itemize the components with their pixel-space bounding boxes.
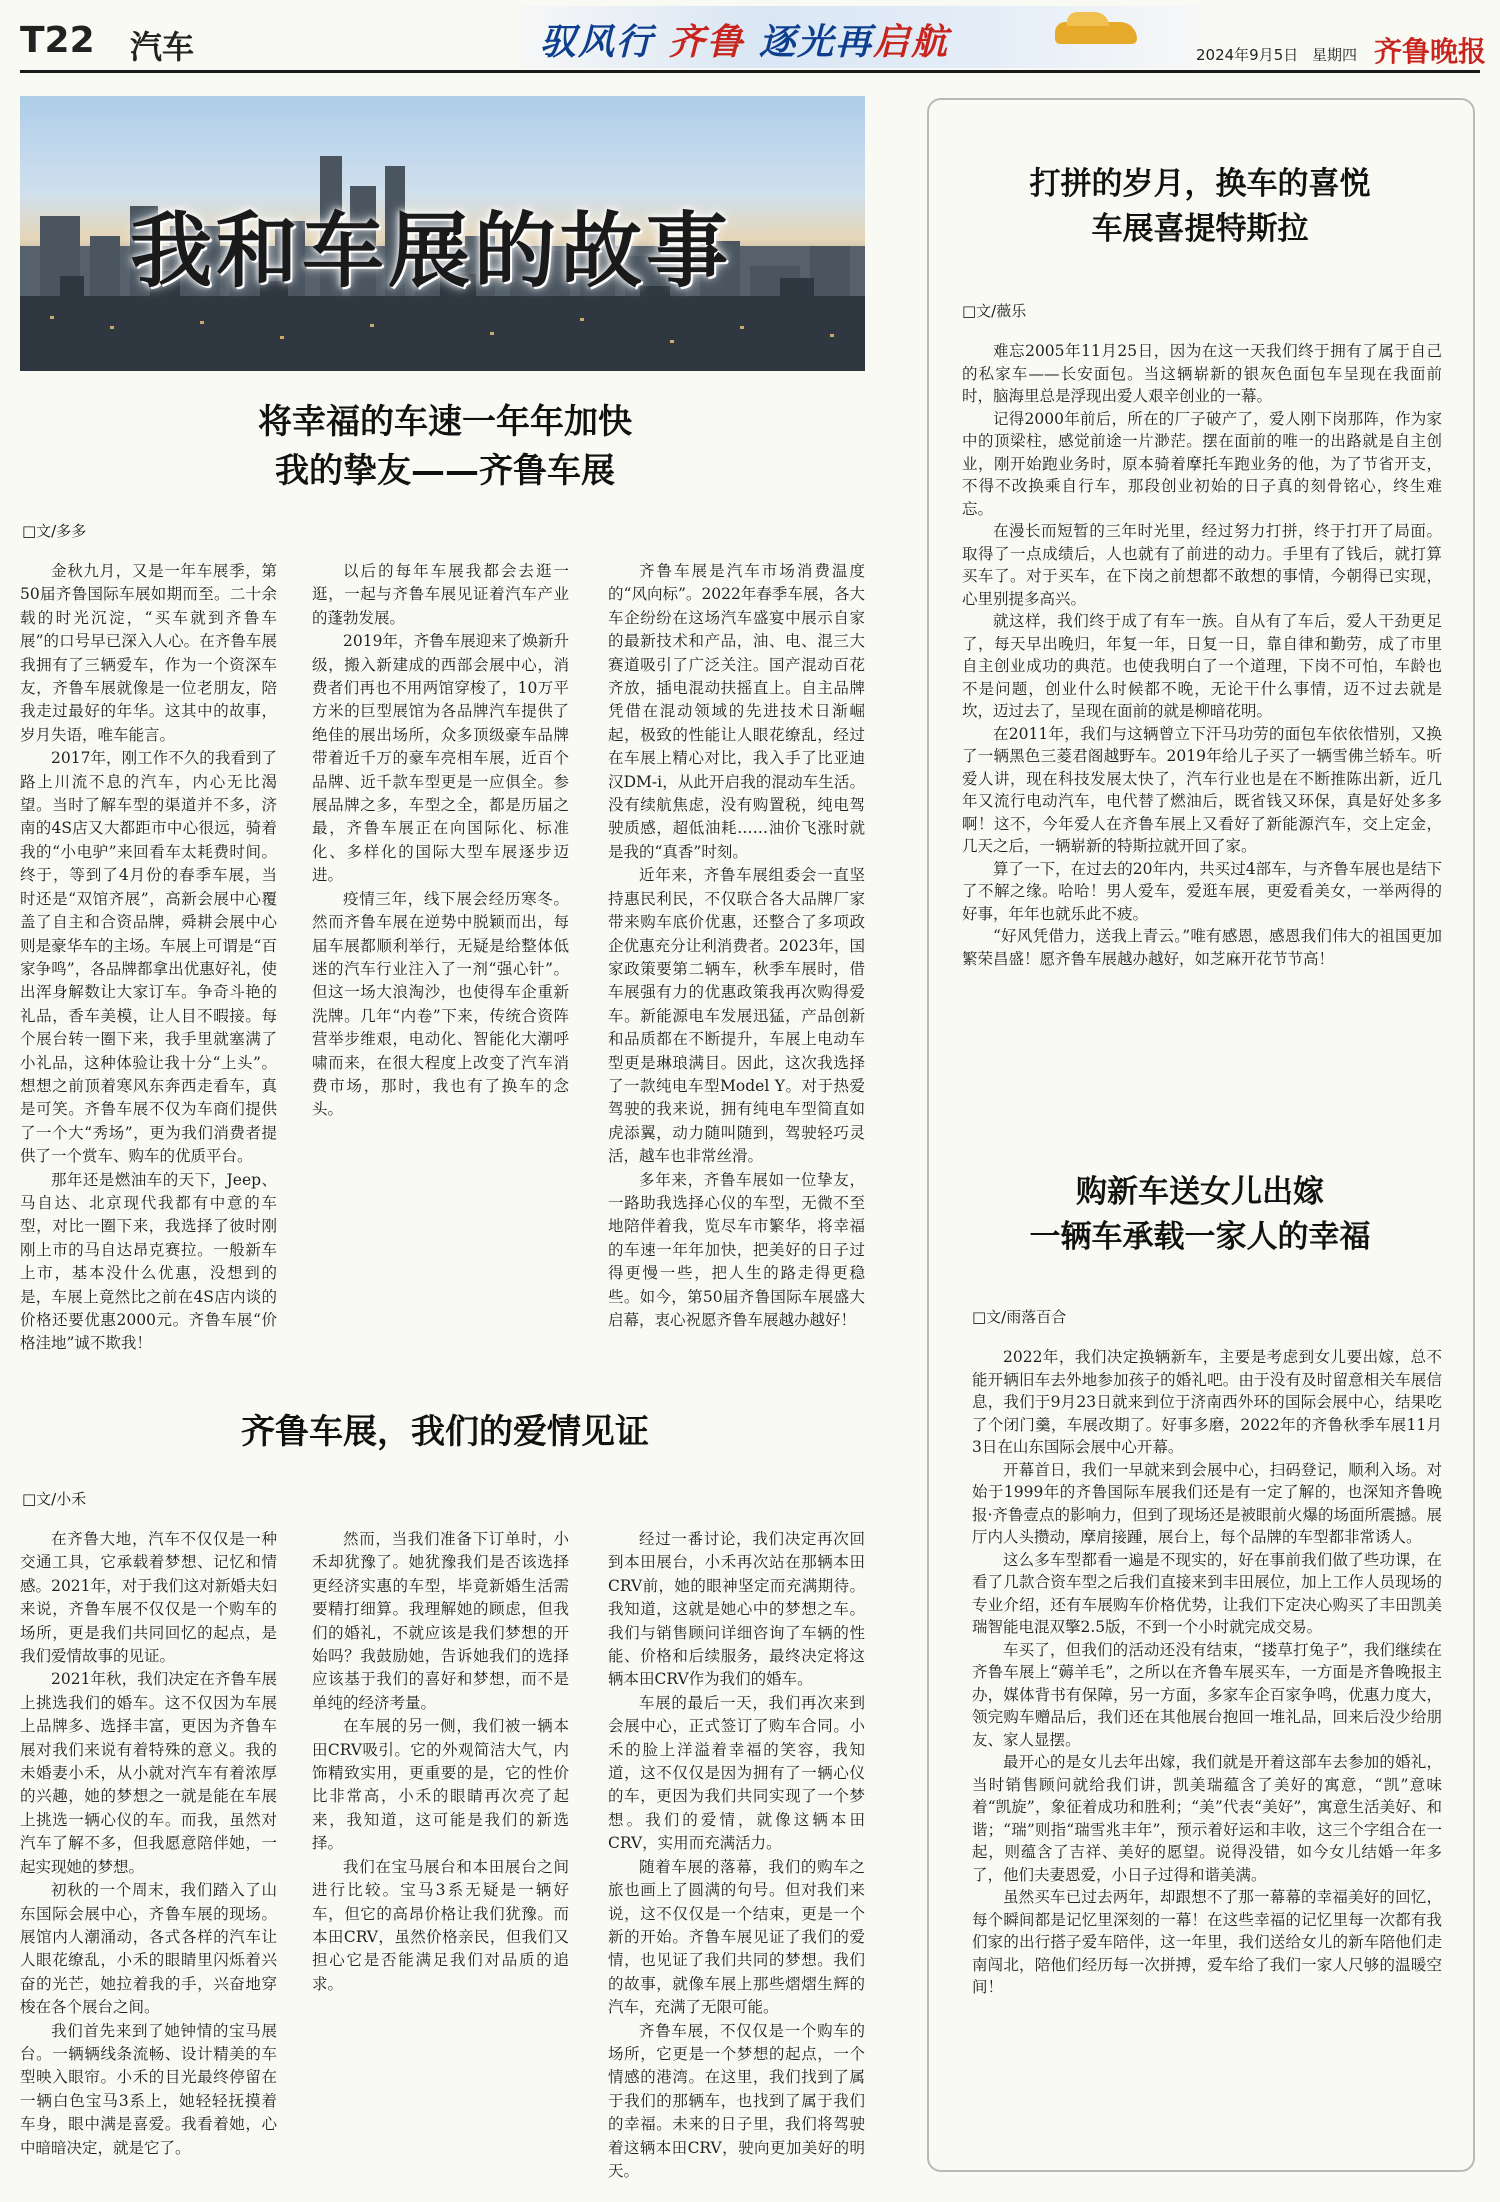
article-1-paragraph-4: 以后的每年车展我都会去逛一逛，一起与齐鲁车展见证着汽车产业的蓬勃发展。 [312,562,569,627]
article-3-paragraph-3: 在漫长而短暂的三年时光里，经过努力打拼，终于打开了局面。取得了一点成绩后，人也就有了前进的动力。手里有了钱后，就打算买车了。对于买车，在下岗之前想都不敢想的事情，今朝得已实现，心里别提多高兴。 [962,522,1442,608]
article-2-paragraph-10: 随着车展的落幕，我们的购车之旅也画上了圆满的句号。但对我们来说，这不仅仅是一个结束，更是一个新的开始。齐鲁车展见证了我们的爱情，也见证了我们共同的梦想。我们的故事，就像车展上那些熠熠生辉的汽车，充满了无限可能。 [608,1857,865,2017]
article-1-headline-line-1: 将幸福的车速一年年加快 [258,402,632,442]
car-icon [1055,22,1137,44]
article-1-paragraph-6: 疫情三年，线下展会经历寒冬。然而齐鲁车展在逆势中脱颖而出，每届车展都顺利举行，无疑是给整体低迷的汽车行业注入了一剂“强心针”。但这一场大浪淘沙，也使得车企重新洗牌。几年“内卷”下来，传统合资阵营举步维艰，电动化、智能化大潮呼啸而来，在很大程度上改变了汽车消费市场，那时，我也有了换车的念头。 [312,889,569,1119]
article-1-paragraph-2: 2017年，刚工作不久的我看到了路上川流不息的汽车，内心无比渴望。当时了解车型的渠道并不多，济南的4S店又大都距市中心很远，骑着我的“小电驴”来回看车太耗费时间。终于，等到了4月份的春季车展，当时还是“双馆齐展”，高新会展中心覆盖了自主和合资品牌，舜耕会展中心则是豪华车的主场。车展上可谓是“百家争鸣”，各品牌都拿出优惠好礼，使出浑身解数让大家订车。争奇斗艳的礼品，香车美模，让人目不暇接。每个展台转一圈下来，我手里就塞满了小礼品，这种体验让我十分“上头”。想想之前顶着寒风东奔西走看车，真是可笑。齐鲁车展不仅为车商们提供了一个大“秀场”，更为我们消费者提供了一个赏车、购车的优质平台。 [20,749,277,1166]
article-3-paragraph-4: 就这样，我们终于成了有车一族。自从有了车后，爱人干劲更足了，每天早出晚归，年复一年，日复一日，靠自律和勤劳，成了市里自主创业成功的典范。也使我明白了一个道理，下岗不可怕，车龄也不是问题，创业什么时候都不晚，无论干什么事情，迈不过去就是坎，迈过去了，呈现在面前的就是柳暗花明。 [962,612,1442,720]
article-1-column-3 [608,560,865,1378]
article-3-headline-line-2: 车展喜提特斯拉 [1091,210,1309,247]
article-4-headline-line-2: 一辆车承载一家人的幸福 [1029,1218,1371,1255]
article-4-headline-line-1: 购新车送女儿出嫁 [1076,1174,1324,1210]
article-2-paragraph-11: 齐鲁车展，不仅仅是一个购车的场所，它更是一个梦想的起点，一个情感的港湾。在这里，我们找到了属于我们的那辆车，也找到了属于我们的幸福。未来的日子里，我们将驾驶着这辆本田CRV，驶向更加美好的明天。 [608,2021,865,2180]
page-header [0,0,1500,78]
article-2-paragraph-7: 我们在宝马展台和本田展台之间进行比较。宝马3系无疑是一辆好车，但它的高昂价格让我们犹豫。而本田CRV，虽然价格亲民，但我们又担心它是否能满足我们对品质的追求。 [312,1857,569,1993]
article-3-paragraph-1: 难忘2005年11月25日，因为在这一天我们终于拥有了属于自己的私家车——长安面包。当这辆崭新的银灰色面包车呈现在我面前时，脑海里总是浮现出爱人艰辛创业的一幕。 [962,342,1442,405]
article-2-paragraph-1: 在齐鲁大地，汽车不仅仅是一种交通工具，它承载着梦想、记忆和情感。2021年，对于我们这对新婚夫妇来说，齐鲁车展不仅仅是一个购车的场所，更是我们共同回忆的起点，是我们爱情故事的见证。 [20,1530,277,1666]
article-4-paragraph-4: 车买了，但我们的活动还没有结束，“搂草打兔子”，我们继续在齐鲁车展上“薅羊毛”，之所以在齐鲁车展买车，一方面是齐鲁晚报主办，媒体背书有保障，另一方面，多家车企百家争鸣，优惠力度大，领完购车赠品后，我们还在其他展台抱回一堆礼品，回来后没少给朋友、家人显摆。 [972,1640,1442,1749]
banner-title: 我和车展的故事 [130,203,733,299]
newspaper-logo: 齐鲁晚报 [1374,35,1487,68]
article-2-paragraph-8: 经过一番讨论，我们决定再次回到本田展台，小禾再次站在那辆本田CRV前，她的眼神坚定而充满期待。我知道，这就是她心中的梦想之车。我们与销售顾问详细咨询了车辆的性能、价格和后续服务，最终决定将这辆本田CRV作为我们的婚车。 [608,1530,865,1689]
slogan-part-4: 启航 [873,21,950,63]
article-1-paragraph-7: 齐鲁车展是汽车市场消费温度的“风向标”。2022年春季车展，各大车企纷纷在这场汽车盛宴中展示自家的最新技术和产品，油、电、混三大赛道吸引了广泛关注。国产混动百花齐放，插电混动扶摇直上。自主品牌凭借在混动领域的先进技术日渐崛起，极致的性能让人眼花缭乱，经过在车展上精心对比，我入手了比亚迪汉DM-i，从此开启我的混动车生活。没有续航焦虑，没有购置税，纯电驾驶质感，超低油耗……油价飞涨时就是我的“真香”时刻。 [608,562,865,861]
article-2-column-3 [608,1528,865,2180]
article-1-paragraph-5: 2019年，齐鲁车展迎来了焕新升级，搬入新建成的西部会展中心，消费者们再也不用两馆穿梭了，10万平方米的巨型展馆为各品牌汽车提供了绝佳的展出场所，众多顶级豪车品牌带着近千万的豪车亮相车展，近百个品牌、近千款车型更是一应俱全。参展品牌之多，车型之全，都是历届之最，齐鲁车展正在向国际化、标准化、多样化的国际大型车展逐步迈进。 [312,632,569,885]
article-1-column-2 [312,560,569,1378]
article-3-headline-line-1: 打拼的岁月，换车的喜悦 [1029,166,1371,202]
article-3-paragraph-7: “好风凭借力，送我上青云。”唯有感恩，感恩我们伟大的祖国更加繁荣昌盛！愿齐鲁车展越办越好，如芝麻开花节节高！ [962,927,1442,968]
article-2-column-2 [312,1528,569,2168]
issue-weekday: 星期四 [1312,46,1358,64]
article-2-paragraph-9: 车展的最后一天，我们再次来到会展中心，正式签订了购车合同。小禾的脸上洋溢着幸福的笑容，我知道，这不仅仅是因为拥有了一辆心仪的车，更因为我们共同实现了一个梦想。我们的爱情，就像这辆本田CRV，实用而充满活力。 [608,1693,865,1853]
article-3-paragraph-6: 算了一下，在过去的20年内，共买过4部车，与齐鲁车展也是结下了不解之缘。哈哈！男人爱车，爱逛车展，更爱看美女，一举两得的好事，年年也就乐此不疲。 [962,859,1442,923]
article-3-paragraph-2: 记得2000年前后，所在的厂子破产了，爱人刚下岗那阵，作为家中的顶梁柱，感觉前途一片渺茫。摆在面前的唯一的出路就是自主创业，刚开始跑业务时，原本骑着摩托车跑业务的他，为了节省开支，不得不改换乘自行车，那段创业初始的日子真的刻骨铭心，终生难忘。 [962,409,1442,518]
article-1-headline [20,398,870,497]
article-4-paragraph-3: 这么多车型都看一遍是不现实的，好在事前我们做了些功课，在看了几款合资车型之后我们直接来到丰田展位，加上工作人员现场的专业介绍，还有车展购车价格优势，让我们下定决心购买了丰田凯美瑞智能电混双擎2.5版，不到一个小时就完成交易。 [972,1550,1442,1636]
slogan-part-2: 齐鲁 [668,21,745,63]
article-4-headline [940,1170,1460,1260]
article-1-column-1 [20,560,277,1378]
page-number: T22 [20,20,95,61]
article-1-paragraph-3: 那年还是燃油车的天下，Jeep、马自达、北京现代我都有中意的车型，对比一圈下来，我选择了彼时刚刚上市的马自达昂克赛拉。一般新车上市，基本没什么优惠，没想到的是，车展上竟然比之前在4S店内谈的价格还要优惠2000元。齐鲁车展“价格洼地”诚不欺我！ [20,1170,277,1353]
article-2-paragraph-3: 初秋的一个周末，我们踏入了山东国际会展中心，齐鲁车展的现场。展馆内人潮涌动，各式各样的汽车让人眼花缭乱，小禾的眼睛里闪烁着兴奋的光芒，她拉着我的手，兴奋地穿梭在各个展台之间。 [20,1881,277,2017]
article-3-body [962,340,1442,1150]
slogan-part-1: 驭风行 [540,21,669,63]
article-4-byline: □文/雨落百合 [972,1308,1067,1326]
article-1-paragraph-9: 多年来，齐鲁车展如一位挚友，一路助我选择心仪的车型，无微不至地陪伴着我，览尽车市繁华，将幸福的车速一年年加快，把美好的日子过得更慢一些，把人生的路走得更稳些。如今，第50届齐鲁国际车展盛大启幕，衷心祝愿齐鲁车展越办越好！ [608,1170,865,1329]
article-4-paragraph-2: 开幕首日，我们一早就来到会展中心，扫码登记，顺利入场。对始于1999年的齐鲁国际车展我们还是有一定了解的，也深知齐鲁晚报·齐鲁壹点的影响力，但到了现场还是被眼前火爆的场面所震撼。展厅内人头攒动，摩肩接踵，展台上，每个品牌的车型都非常诱人。 [972,1460,1442,1546]
feature-banner [20,96,865,371]
article-4-paragraph-5: 最开心的是女儿去年出嫁，我们就是开着这部车去参加的婚礼，当时销售顾问就给我们讲，凯美瑞蕴含了美好的寓意，“凯”意味着“凯旋”，象征着成功和胜利；“美”代表“美好”，寓意生活美好、和谐；“瑞”则指“瑞雪兆丰年”，预示着好运和丰收，这三个字组合在一起，则蕴含了吉祥、美好的愿望。说得没错，如今女儿结婚一年多了，他们夫妻恩爱，小日子过得和谐美满。 [972,1753,1442,1884]
article-4-body [972,1346,1442,2156]
article-4-paragraph-6: 虽然买车已过去两年，却跟想不了那一幕幕的幸福美好的回忆，每个瞬间都是记忆里深刻的一幕！在这些幸福的记忆里每一次都有我们家的出行搭子爱车陪伴，这一年里，我们送给女儿的新车陪他们走南闯北，陪他们经历每一次拼搏，爱车给了我们一家人尺够的温暖空间！ [972,1888,1442,1996]
slogan-part-3: 逐光再 [744,21,874,63]
issue-date: 2024年9月5日 [1196,46,1299,64]
article-2-paragraph-6: 在车展的另一侧，我们被一辆本田CRV吸引。它的外观简洁大气，内饰精致实用，更重要的是，它的性价比非常高，小禾的眼睛再次亮了起来，我知道，这可能是我们的新选择。 [312,1717,569,1853]
article-2-paragraph-5: 然而，当我们准备下订单时，小禾却犹豫了。她犹豫我们是否该选择更经济实惠的车型，毕竟新婚生活需要精打细算。我理解她的顾虑，但我们的婚礼，不就应该是我们梦想的开始吗？我鼓励她，告诉她我们的选择应该基于我们的喜好和梦想，而不是单纯的经济考量。 [312,1530,569,1712]
article-2-headline: 齐鲁车展，我们的爱情见证 [241,1412,649,1452]
article-2-paragraph-2: 2021年秋，我们决定在齐鲁车展上挑选我们的婚车。这不仅因为车展上品牌多、选择丰富，更因为齐鲁车展对我们来说有着特殊的意义。我的未婚妻小禾，从小就对汽车有着浓厚的兴趣，她的梦想之一就是能在车展上挑选一辆心仪的车。而我，虽然对汽车了解不多，但我愿意陪伴她，一起实现她的梦想。 [20,1670,277,1876]
article-3-paragraph-5: 在2011年，我们与这辆曾立下汗马功劳的面包车依依惜别，又换了一辆黑色三菱君阁越野车。2019年给儿子买了一辆雪佛兰轿车。听爱人讲，现在科技发展太快了，汽车行业也是在不断推陈出新，近几年又流行电动汽车，电代替了燃油后，既省钱又环保，真是好处多多啊！这不，今年爱人在齐鲁车展上又看好了新能源汽车，交上定金，几天之后，一辆崭新的特斯拉就开回了家。 [962,724,1442,855]
article-1-headline-line-2: 我的挚友——齐鲁车展 [275,451,615,492]
article-1-paragraph-1: 金秋九月，又是一年车展季，第50届齐鲁国际车展如期而至。二十余载的时光沉淀，“买车就到齐鲁车展”的口号早已深入人心。在齐鲁车展我拥有了三辆爱车，作为一个资深车友，齐鲁车展就像是一位老朋友，陪我走过最好的年华。这其中的故事，岁月失语，唯车能言。 [20,562,277,744]
article-1-byline: □文/多多 [22,522,87,540]
article-2-paragraph-4: 我们首先来到了她钟情的宝马展台。一辆辆线条流畅、设计精美的车型映入眼帘。小禾的目光最终停留在一辆白色宝马3系上，她轻轻抚摸着车身，眼中满是喜爱。我看着她，心中暗暗决定，就是它了。 [20,2021,277,2157]
article-4-paragraph-1: 2022年，我们决定换辆新车，主要是考虑到女儿要出嫁，总不能开辆旧车去外地参加孩子的婚礼吧。由于没有及时留意相关车展信息，我们于9月23日就来到位于济南西外环的国际会展中心，结果吃了个闭门羹，车展改期了。好事多磨，2022年的齐鲁秋季车展11月3日在山东国际会展中心开幕。 [972,1348,1442,1456]
article-3-headline [940,162,1460,252]
section-name: 汽车 [130,28,195,66]
slogan [540,14,949,65]
article-2-column-1 [20,1528,277,2168]
header-rule [20,70,1480,73]
article-1-paragraph-8: 近年来，齐鲁车展组委会一直坚持惠民利民，不仅联合各大品牌厂家带来购车底价优惠，还整合了多项政企优惠充分让利消费者。2023年，国家政策要第二辆车，秋季车展时，借车展强有力的优惠政策我再次购得爱车。新能源电车发展迅猛，产品创新和品质都在不断提升，车展上电动车型更是琳琅满目。因此，这次我选择了一款纯电车型Model Y。对于热爱驾驶的我来说，拥有纯电车型简直如虎添翼，动力随叫随到，驾驶轻巧灵活，越车也非常丝滑。 [608,866,865,1166]
article-2-byline: □文/小禾 [22,1490,87,1508]
article-3-byline: □文/薇乐 [962,302,1027,320]
